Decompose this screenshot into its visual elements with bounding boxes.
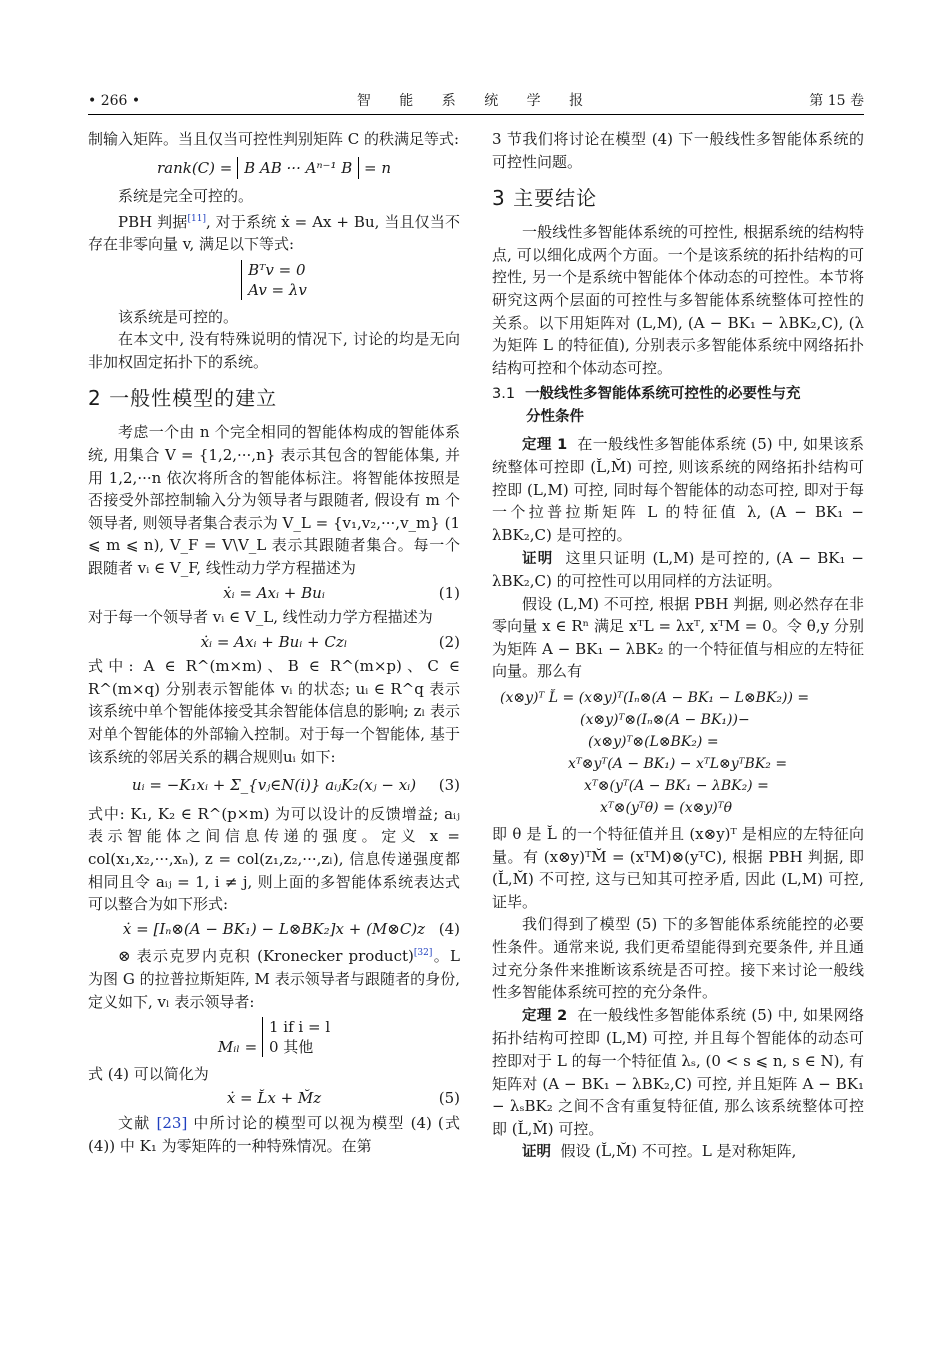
equation-3: uᵢ = −K₁xᵢ + Σ_{vⱼ∈N(i)} aᵢⱼK₂(xⱼ − xᵢ) (3): [88, 774, 460, 797]
proof-label: 证明: [522, 1144, 551, 1161]
paragraph: 对于每一个领导者 vᵢ ∈ V_L, 线性动力学方程描述为: [88, 608, 433, 627]
paragraph: 在本文中, 没有特殊说明的情况下, 讨论的均是无向非加权固定拓扑下的系统。: [88, 330, 460, 371]
citation-link[interactable]: [11]: [187, 213, 206, 224]
proof-1: 证明 这里只证明 (L,M) 是可控的, (A − BK₁ − λBK₂,C) 的可控性可以用同样的方法证明。: [492, 548, 865, 591]
equation-m: Mᵢₗ = 1 if i = l 0 其他: [217, 1018, 331, 1057]
paragraph: 一般线性多智能体系统的可控性, 根据系统的结构特点, 可以细化成两个方面。一个是该系统的拓扑结构的可控性, 另一个是系统中智能体个体动态的可控性。本节将研究这两个层面的可控性与多智能体系统整体可控性的关系。以下用矩阵对 (L,M), (A − BK₁ − λBK₂,C), (λ 为矩阵 L 的特征值), 分别表示多智能体系统中网络拓扑结构可控和个体动态可控。: [492, 223, 864, 377]
section-heading: 2 一般性模型的建立: [88, 386, 278, 411]
equation-pbh: [88, 260, 460, 302]
right-column: [492, 128, 864, 1164]
paragraph: 制输入矩阵。当且仅当可控性判别矩阵 C 的秩满足等式:: [88, 130, 460, 148]
theorem-2: 定理 2 在一般线性多智能体系统 (5) 中, 如果网络拓扑结构可控即 (L,M) 可控, 并且每个智能体的动态可控即对于 L 的每一个特征值 λₛ, (0 < s ⩽ n, s ∈ N), 有矩阵对 (A − BK₁ − λBK₂,C) 可控, 并且矩阵 A − BK₁ − λₛBK₂ 之间不含有重复特征值, 那么该系统整体可控即 (L̆,M̆) 可控。: [492, 1005, 864, 1138]
equation-4: ẋ = [Iₙ⊗(A − BK₁) − L⊗BK₂]x + (M⊗C)z (4): [88, 918, 460, 941]
derivation: (x⊗y)ᵀ L̆ = (x⊗y)ᵀ(Iₙ⊗(A − BK₁ − L⊗BK₂)) = (x⊗y)ᵀ⊗(Iₙ⊗(A − BK₁))− (x⊗y)ᵀ⊗(L⊗BK₂) = xᵀ⊗yᵀ(A − BK₁) − xᵀL⊗yᵀBK₂ = xᵀ⊗(yᵀ(A − BK₁ − λBK₂) = xᵀ⊗(yᵀθ) = (x⊗y)ᵀθ: [500, 690, 810, 817]
controllability-matrix: B AB ··· Aⁿ⁻¹ B: [237, 157, 359, 180]
theorem-label: 定理 1: [522, 436, 568, 453]
equation-2: ẋᵢ = Axᵢ + Buᵢ + Czₗ (2): [88, 631, 460, 654]
proof-label: 证明: [522, 550, 554, 567]
left-column: [88, 128, 460, 1157]
paragraph: ⊗ 表示克罗内克积 (Kronecker product)[32]。L 为图 G 的拉普拉斯矩阵, M 表示领导者与跟随者的身份, 定义如下, vₗ 表示领导者:: [88, 947, 460, 1011]
page-header: [88, 88, 864, 115]
journal-name: 智 能 系 统 学 报: [356, 93, 596, 109]
volume-label: 第 15 卷: [809, 93, 864, 109]
paragraph: 即 θ 是 L̆ 的一个特征值并且 (x⊗y)ᵀ 是相应的左特征向量。有 (x⊗y)ᵀM̆ = (xᵀM)⊗(yᵀC), 根据 PBH 判据, 即 (L̆,M̆) 不可控, 这与已知其可控矛盾, 因此 (L,M) 可控, 证毕。: [492, 825, 864, 911]
equation-rank: rank(C) = B AB ··· Aⁿ⁻¹ B = n: [88, 157, 460, 180]
paragraph: 3 节我们将讨论在模型 (4) 下一般线性多智能体系统的可控性问题。: [492, 130, 864, 171]
equation-number: (2): [438, 632, 460, 651]
theorem-1: 定理 1 在一般线性多智能体系统 (5) 中, 如果该系统整体可控即 (L̆,M̆) 可控, 则该系统的网络拓扑结构可控即 (L,M) 可控, 同时每个智能体的动态可控, 即对于每一个拉普拉斯矩阵 L 的特征值 λ, (A − BK₁ − λBK₂,C) 是可控的。: [492, 434, 864, 544]
paragraph: 该系统是可控的。: [118, 307, 239, 326]
paragraph: 式 (4) 可以简化为: [88, 1064, 209, 1083]
theorem-label: 定理 2: [522, 1007, 568, 1024]
citation-link[interactable]: [32]: [413, 948, 433, 959]
citation-link[interactable]: [23]: [156, 1113, 188, 1132]
paragraph: 文献 [23] 中所讨论的模型可以视为模型 (4) (式 (4)) 中 K₁ 为零矩阵的一种特殊情况。在第: [88, 1113, 460, 1155]
equation-system: Bᵀv = 0 Av = λv: [241, 260, 307, 300]
paragraph: 式中: A ∈ R^(m×m)、B ∈ R^(m×p)、C ∈ R^(m×q) 分别表示智能体 vᵢ 的状态; uᵢ ∈ R^q 表示该系统中单个智能体接受其余智能体信息的影响; zₗ 表示对单个智能体的外部输入控制。对于每一个智能体, 基于该系统的邻居关系的耦合规则uᵢ 如下:: [88, 657, 460, 766]
equation-number: (1): [438, 583, 460, 602]
paragraph: 系统是完全可控的。: [118, 187, 254, 206]
paragraph: 我们得到了模型 (5) 下的多智能体系统能控的必要性条件。通常来说, 我们更希望能得到充要条件, 并且通过充分条件来推断该系统是否可控。接下来讨论一般线性多智能体系统可控的充分条件。: [492, 915, 864, 1002]
equation-5: ẋ = L̆x + M̆z (5): [88, 1087, 460, 1110]
equation-number: (3): [438, 776, 460, 795]
subsection-heading: 3.1 一般线性多智能体系统可控性的必要性与充 分性条件: [492, 386, 801, 425]
equation-number: (5): [438, 1089, 460, 1108]
equation-1: ẋᵢ = Axᵢ + Buᵢ (1): [88, 582, 460, 605]
paragraph: 假设 (L,M) 不可控, 根据 PBH 判据, 则必然存在非零向量 x ∈ Rⁿ 满足 xᵀL = λxᵀ, xᵀM = 0。令 θ,y 分别为矩阵 A − BK₁ − λBK₂ 的一个特征值与相应的左特征向量。那么有: [492, 594, 864, 681]
page-number: • 266 •: [88, 93, 141, 109]
paragraph: 式中: K₁, K₂ ∈ R^(p×m) 为可以设计的反馈增益; aᵢⱼ 表示智能体之间信息传递的强度。定义 x = col(x₁,x₂,···,xₙ), z = col(z₁,z₂,···,zₗ), 信息传递强度都相同且令 aᵢⱼ = 1, i ≠ j, 则上面的多智能体系统表达式可以整合为如下形式:: [88, 804, 460, 914]
piecewise-cases: 1 if i = l 0 其他: [262, 1017, 330, 1057]
section-heading: 3 主要结论: [492, 186, 598, 211]
proof-2: 证明 假设 (L̆,M̆) 不可控。L 是对称矩阵,: [522, 1142, 797, 1161]
paragraph: PBH 判据[11], 对于系统 ẋ = Ax + Bu, 当且仅当不存在非零向量 v, 满足以下等式:: [88, 212, 460, 254]
paragraph: 考虑一个由 n 个完全相同的智能体构成的智能体系统, 用集合 V = {1,2,···,n} 表示其包含的智能体集, 并用 1,2,···n 依次将所含的智能体标注。将智能体按照是否接受外部控制输入分为领导者与跟随者, 假设有 m 个领导者, 则领导者集合表示为 V_L = {v₁,v₂,···,v_m} (1 ⩽ m ⩽ n), V_F = V\V_L 表示其跟随者集合。每一个跟随者 vᵢ ∈ V_F, 线性动力学方程描述为: [88, 423, 460, 577]
equation-number: (4): [438, 919, 460, 938]
